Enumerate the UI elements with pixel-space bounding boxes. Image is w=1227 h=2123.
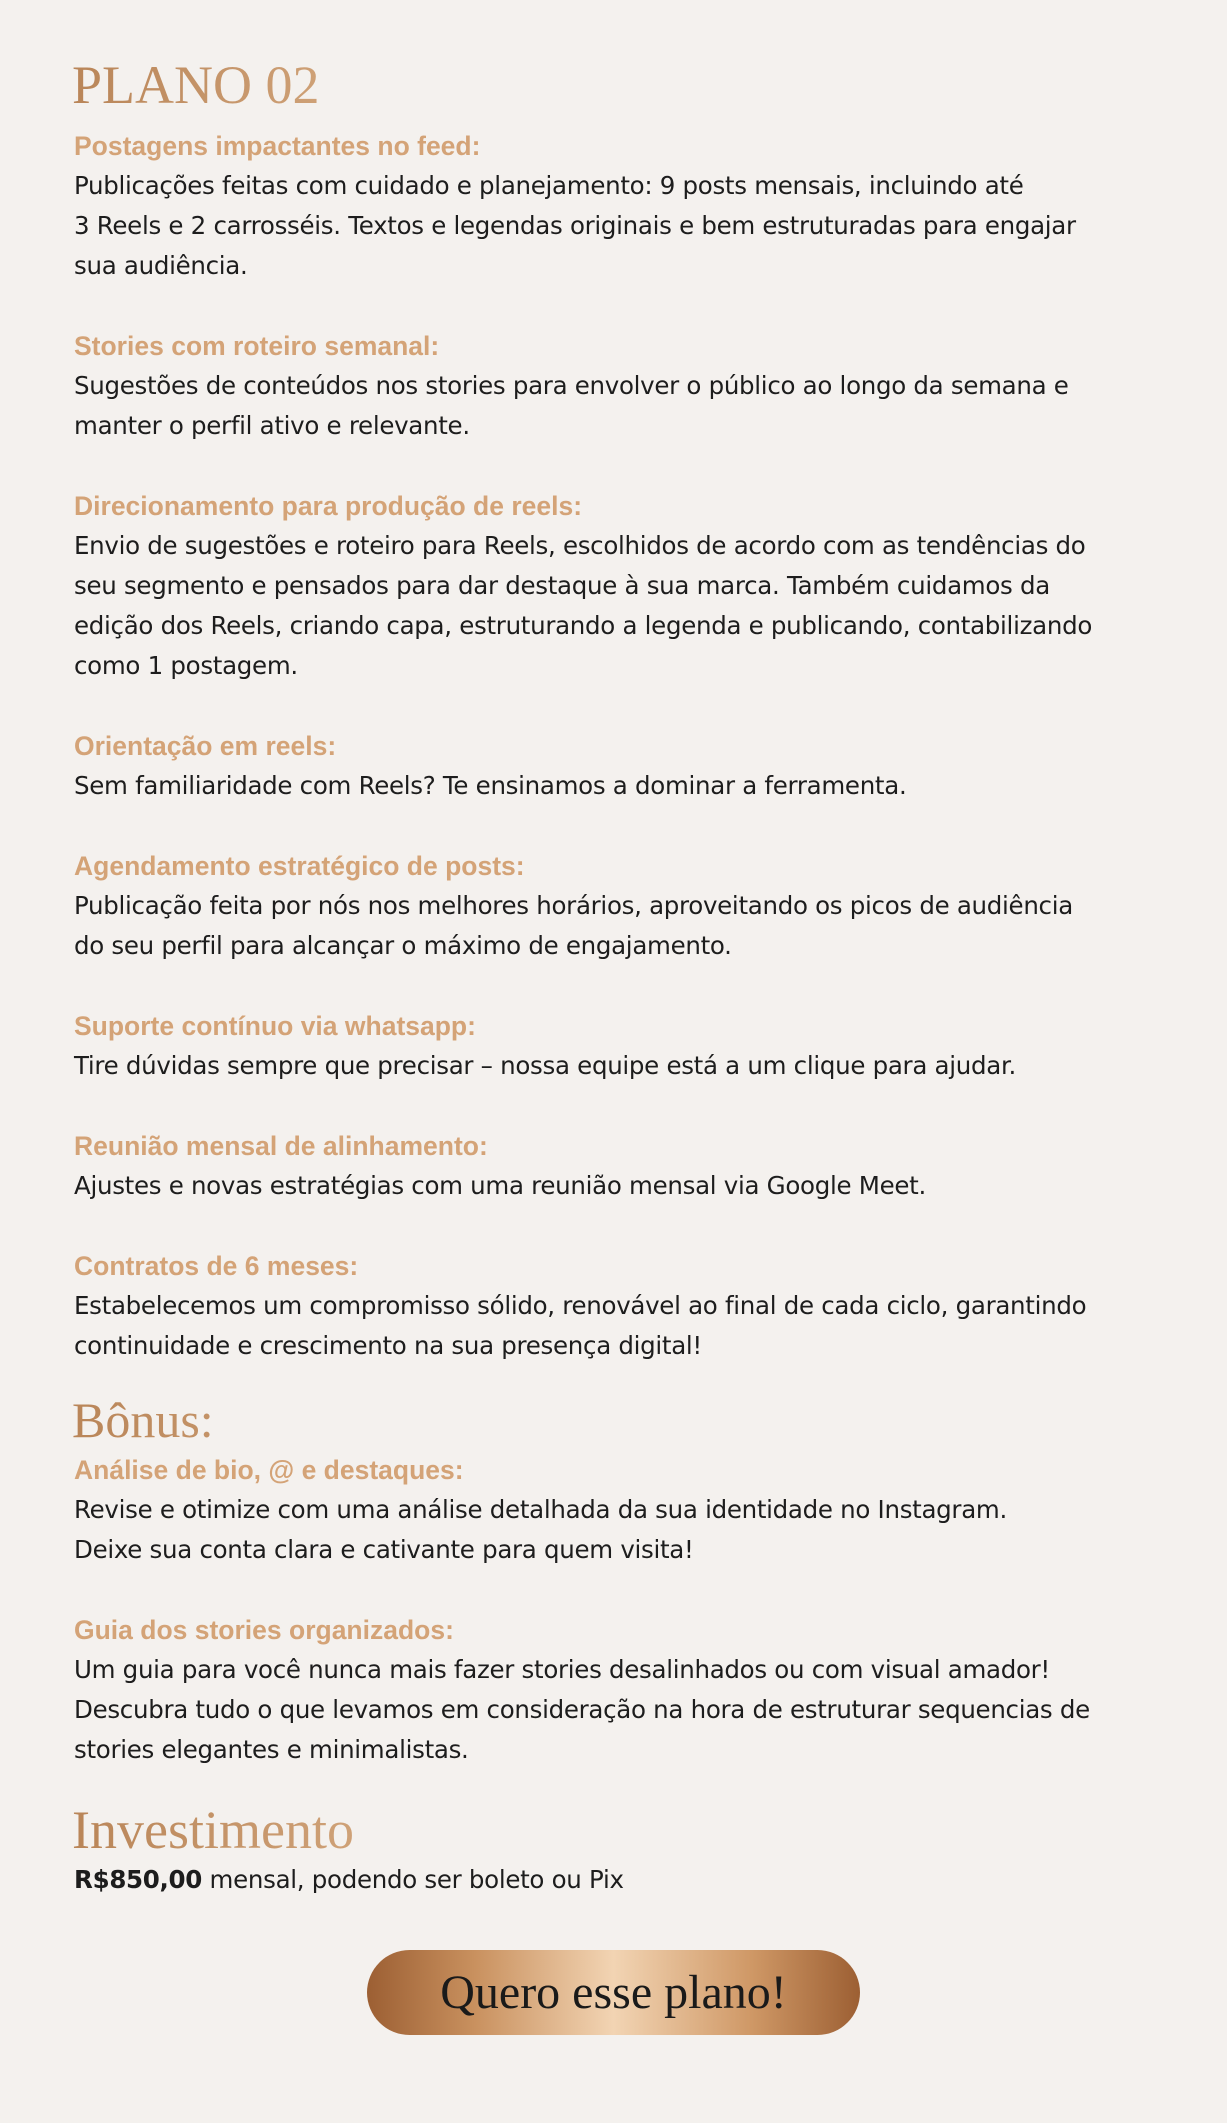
feature-section — [74, 1126, 1174, 1206]
feature-section-line: manter o perfil ativo e relevante. — [74, 411, 470, 440]
bonus-section-body — [74, 1490, 1174, 1570]
bonus-section-title: Guia dos stories organizados: — [74, 1615, 454, 1645]
feature-section-body — [74, 166, 1174, 286]
feature-section-line: sua audiência. — [74, 251, 248, 280]
feature-section-title: Stories com roteiro semanal: — [74, 331, 440, 361]
feature-section-title: Orientação em reels: — [74, 731, 337, 761]
feature-section-line: Sem familiaridade com Reels? Te ensinamos a dominar a ferramenta. — [74, 771, 907, 800]
feature-section — [74, 1006, 1174, 1086]
plan-content — [74, 52, 1174, 1900]
feature-section-title: Contratos de 6 meses: — [74, 1251, 359, 1281]
feature-section-line: seu segmento e pensados para dar destaque à sua marca. Também cuidamos da — [74, 571, 1050, 600]
feature-section-line: do seu perfil para alcançar o máximo de engajamento. — [74, 931, 732, 960]
feature-section-body — [74, 766, 1174, 806]
choose-plan-button[interactable]: Quero esse plano! — [367, 1950, 860, 2035]
feature-section-line: Estabelecemos um compromisso sólido, renovável ao final de cada ciclo, garantindo — [74, 1291, 1087, 1320]
price-line — [74, 1860, 1174, 1900]
feature-section-title: Agendamento estratégico de posts: — [74, 851, 525, 881]
feature-section — [74, 846, 1174, 966]
feature-section — [74, 486, 1174, 686]
price-description: mensal, podendo ser boleto ou Pix — [202, 1865, 624, 1894]
feature-section-body — [74, 526, 1174, 686]
plan-title: PLANO 02 — [72, 52, 1174, 118]
feature-section-line: Tire dúvidas sempre que precisar – nossa equipe está a um clique para ajudar. — [74, 1051, 1016, 1080]
feature-section-line: Envio de sugestões e roteiro para Reels, escolhidos de acordo com as tendências do — [74, 531, 1086, 560]
feature-section-line: 3 Reels e 2 carrosséis. Textos e legendas originais e bem estruturadas para engajar — [74, 211, 1076, 240]
feature-section-title: Suporte contínuo via whatsapp: — [74, 1011, 476, 1041]
feature-section-line: como 1 postagem. — [74, 651, 298, 680]
bonus-list — [74, 1450, 1174, 1770]
feature-section — [74, 726, 1174, 806]
feature-section-body — [74, 1166, 1174, 1206]
bonus-section-title: Análise de bio, @ e destaques: — [74, 1455, 464, 1485]
feature-section-line: continuidade e crescimento na sua presença digital! — [74, 1331, 702, 1360]
investment-title: Investimento — [72, 1800, 1174, 1860]
bonus-section — [74, 1610, 1174, 1770]
feature-section-line: edição dos Reels, criando capa, estruturando a legenda e publicando, contabilizando — [74, 611, 1093, 640]
feature-section-title: Postagens impactantes no feed: — [74, 131, 481, 161]
feature-section — [74, 126, 1174, 286]
bonus-section — [74, 1450, 1174, 1570]
feature-section — [74, 326, 1174, 446]
bonus-section-line: Revise e otimize com uma análise detalhada da sua identidade no Instagram. — [74, 1495, 1007, 1524]
feature-list — [74, 126, 1174, 1366]
feature-section-body — [74, 1046, 1174, 1086]
bonus-section-line: stories elegantes e minimalistas. — [74, 1735, 469, 1764]
feature-section-title: Reunião mensal de alinhamento: — [74, 1131, 488, 1161]
cta-container — [367, 1950, 860, 2035]
bonus-section-line: Um guia para você nunca mais fazer stories desalinhados ou com visual amador! — [74, 1655, 1050, 1684]
feature-section-line: Publicação feita por nós nos melhores horários, aproveitando os picos de audiência — [74, 891, 1073, 920]
feature-section-line: Ajustes e novas estratégias com uma reunião mensal via Google Meet. — [74, 1171, 926, 1200]
price-value: R$850,00 — [74, 1865, 203, 1894]
bonus-section-body — [74, 1650, 1174, 1770]
feature-section — [74, 1246, 1174, 1366]
feature-section-title: Direcionamento para produção de reels: — [74, 491, 583, 521]
feature-section-line: Publicações feitas com cuidado e planejamento: 9 posts mensais, incluindo até — [74, 171, 1024, 200]
feature-section-line: Sugestões de conteúdos nos stories para envolver o público ao longo da semana e — [74, 371, 1069, 400]
bonus-title: Bônus: — [72, 1392, 1174, 1448]
feature-section-body — [74, 366, 1174, 446]
bonus-section-line: Descubra tudo o que levamos em consideração na hora de estruturar sequencias de — [74, 1695, 1090, 1724]
feature-section-body — [74, 886, 1174, 966]
feature-section-body — [74, 1286, 1174, 1366]
bonus-section-line: Deixe sua conta clara e cativante para quem visita! — [74, 1535, 694, 1564]
